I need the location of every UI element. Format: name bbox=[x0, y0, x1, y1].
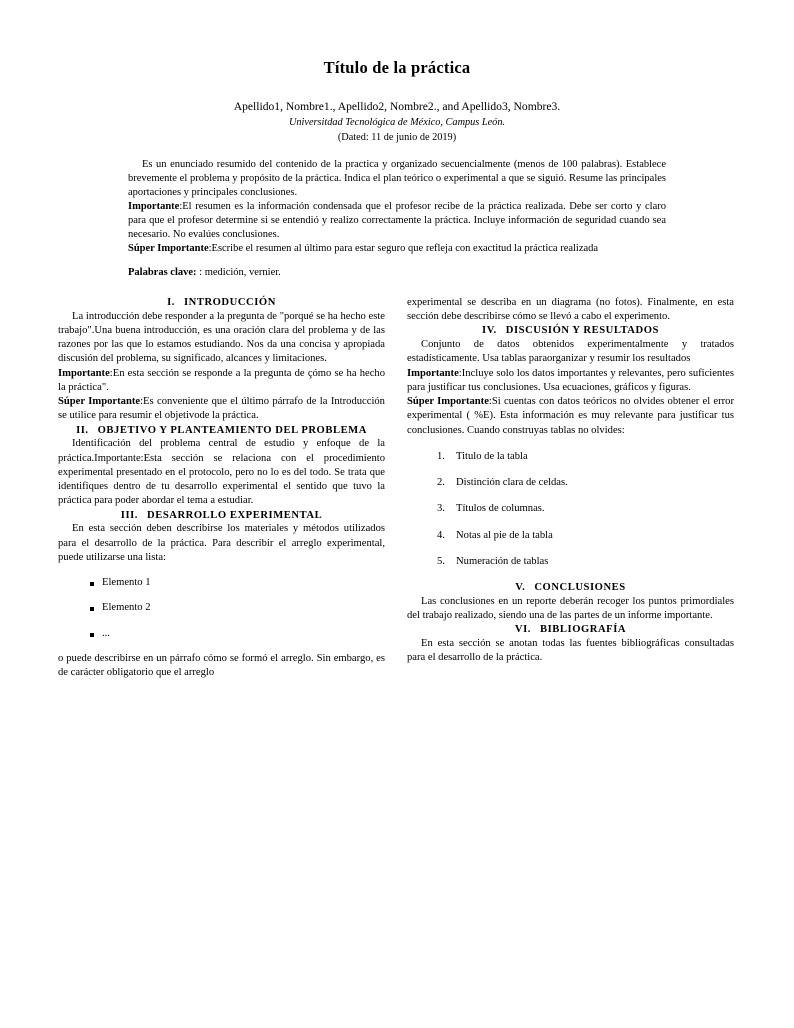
desarrollo-paragraph-1: En esta sección deben describirse los materiales y métodos utilizados para el desarrollo de la práctica. Para describir el arreglo experimental, puede utilizarse una lista: bbox=[58, 523, 385, 563]
two-column-body bbox=[0, 296, 794, 680]
discusion-important bbox=[407, 367, 734, 395]
list-item: Notas al pie de la tabla bbox=[456, 529, 553, 541]
discusion-numbered-list bbox=[407, 450, 734, 569]
list-item: Distinción clara de celdas. bbox=[456, 477, 568, 489]
section-title-bibliografia: BIBLIOGRAFÍA bbox=[540, 624, 627, 636]
intro-important-label: Importante bbox=[58, 367, 110, 379]
keywords-label: Palabras clave: bbox=[128, 267, 197, 279]
affiliation: Universitdad Tecnológica de México, Campus León. bbox=[288, 117, 506, 129]
intro-paragraph-1: La introducción debe responder a la pregunta de "porqué se ha hecho este trabajo".Una buena introducción, es una oración clara del problema y de las razones por las que lo estamos estudiando. Nos da una concisa y apropiada discusión del problema, su significado, alcances y limitaciones. bbox=[58, 310, 385, 365]
discusion-important-text: :Incluye solo los datos importantes y relevantes, pero suficientes para justificar tus conclusiones. Usa ecuaciones, gráficos y figuras. bbox=[407, 367, 734, 393]
intro-super-important bbox=[58, 395, 385, 423]
left-column bbox=[58, 296, 385, 680]
section-heading-objetivo bbox=[58, 424, 385, 438]
section-number-bibliografia: VI. bbox=[514, 624, 531, 636]
list-item: Titulo de la tabla bbox=[456, 450, 528, 462]
conclusiones-paragraph-1: Las conclusiones en un reporte deberán recoger los puntos primordiales del trabajo realizado, siendo una de las partes de un informe importante. bbox=[407, 595, 734, 622]
objetivo-paragraph-1: Identificación del problema central de estudio y enfoque de la práctica.Importante:Esta sección se relaciona con el procedimiento experimental presentado en el protocolo, pero no lo es del todo. Se trata que identifiques dentro de tu desarrollo experimental el sentido que tuvo la práctica para poder abordar el tema a estudiar. bbox=[58, 438, 385, 507]
abstract-super-label: Súper Importante bbox=[128, 243, 209, 255]
section-number-desarrollo: III. bbox=[120, 509, 138, 521]
section-title-objetivo: OBJETIVO Y PLANTEAMIENTO DEL PROBLEMA bbox=[97, 424, 367, 436]
intro-important-text: :En esta sección se responde a la pregunta de çómo se ha hecho la práctica". bbox=[58, 367, 385, 393]
desarrollo-item-list bbox=[58, 576, 385, 641]
section-heading-bibliografia bbox=[407, 623, 734, 637]
section-heading-desarrollo bbox=[58, 509, 385, 523]
author-list: Apellido1, Nombre1., Apellido2, Nombre2., and Apellido3, Nombre3. bbox=[233, 99, 561, 113]
section-number-conclusiones: V. bbox=[515, 582, 526, 594]
page-title: Título de la práctica bbox=[323, 58, 471, 77]
discusion-super-text: :Si cuentas con datos teóricos no olvides obtener el error experimental ( %E). Esta información es muy relevante para justificar tus conclusiones. Cuando construyas tablas no olvides: bbox=[407, 396, 734, 436]
list-item: Elemento 1 bbox=[90, 576, 385, 590]
discusion-important-label: Importante bbox=[407, 367, 459, 379]
discusion-paragraph-1: Conjunto de datos obtenidos experimentalmente y tratados estadísticamente. Usa tablas paraorganizar y resumir los resultados bbox=[407, 339, 734, 365]
intro-super-text: :Es conveniente que el último párrafo de la Introducción se utilice para resumir el objetivode la práctica. bbox=[58, 396, 385, 422]
abstract-important-text: :El resumen es la información condensada que el profesor recibe de la práctica realizada. Debe ser corto y claro para que el profesor determine si se entendió y realizo correctamente la práctica. Incluye información de seguridad cuando sea necesario. No evalúes conclusiones. bbox=[128, 201, 666, 241]
desarrollo-paragraph-2-continued: experimental se describa en un diagrama (no fotos). Finalmente, en esta sección debe describirse cómo se llevó a cabo el experimento. bbox=[407, 297, 734, 323]
section-title-discusion: DISCUSIÓN Y RESULTADOS bbox=[505, 325, 659, 337]
section-number-discusion: IV. bbox=[482, 325, 497, 337]
abstract-paragraph-1: Es un enunciado resumido del contenido de la practica y organizado secuencialmente (menos de 100 palabras). Establece brevemente el problema y propósito de la práctica. Indica el plan teórico o experimental a que se siguió. Resume las principales aportaciones y principales conclusiones. bbox=[128, 159, 666, 199]
date-line: (Dated: 11 de junio de 2019) bbox=[337, 132, 457, 144]
abstract-block bbox=[128, 158, 666, 280]
list-item: Numeración de tablas bbox=[456, 555, 549, 567]
list-item: ... bbox=[90, 627, 385, 641]
section-heading-conclusiones bbox=[407, 581, 734, 595]
section-title-conclusiones: CONCLUSIONES bbox=[534, 582, 626, 594]
section-title-desarrollo: DESARROLLO EXPERIMENTAL bbox=[147, 509, 323, 521]
title-block bbox=[0, 0, 794, 145]
section-number-introduccion: I. bbox=[167, 297, 175, 308]
section-heading-discusion bbox=[407, 324, 734, 338]
keywords-line bbox=[128, 266, 666, 280]
right-column bbox=[407, 296, 734, 680]
abstract-important bbox=[128, 200, 666, 242]
desarrollo-paragraph-2: o puede describirse en un párrafo cómo se formó el arreglo. Sin embargo, es de carácter obligatorio que el arreglo bbox=[58, 652, 385, 678]
section-heading-introduccion bbox=[58, 296, 385, 310]
abstract-important-label: Importante bbox=[128, 201, 180, 213]
abstract-super-important bbox=[128, 242, 666, 256]
abstract-super-text: :Escribe el resumen al último para estar seguro que refleja con exactitud la práctica realizada bbox=[208, 243, 599, 255]
list-item: Elemento 2 bbox=[90, 601, 385, 615]
intro-important bbox=[58, 367, 385, 395]
section-number-objetivo: II. bbox=[76, 424, 89, 436]
intro-super-label: Súper Importante bbox=[58, 396, 141, 408]
keywords-text: : medición, vernier. bbox=[196, 267, 281, 279]
bibliografia-paragraph-1: En esta sección se anotan todas las fuentes bibliográficas consultadas para el desarrollo de la práctica. bbox=[407, 638, 734, 664]
section-title-introduccion: INTRODUCCIÓN bbox=[183, 297, 276, 308]
discusion-super-important bbox=[407, 395, 734, 438]
list-item: Títulos de columnas. bbox=[456, 503, 545, 515]
discusion-super-label: Súper Importante bbox=[407, 396, 489, 408]
